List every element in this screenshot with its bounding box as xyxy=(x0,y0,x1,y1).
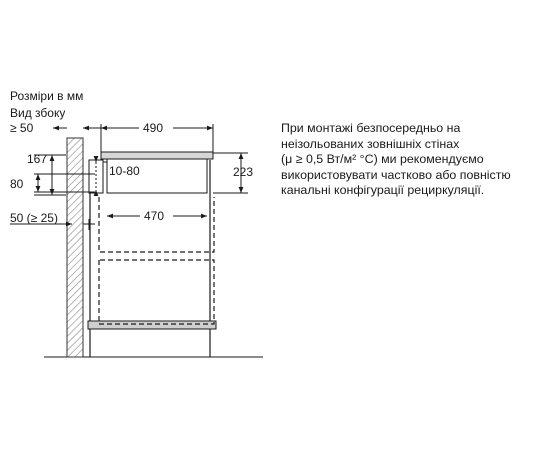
dim-50-label: 50 (≥ 25) xyxy=(10,211,58,225)
dim-490-label: 490 xyxy=(143,121,164,135)
dim-470-label: 470 xyxy=(144,209,165,223)
dim-10-80-label: 10-80 xyxy=(109,164,140,178)
diagram-subtitle: Вид збоку xyxy=(10,106,66,120)
dim-80-label: 80 xyxy=(10,177,24,191)
diagram-title: Розміри в мм xyxy=(10,89,84,103)
dim-80 xyxy=(34,174,95,192)
dim-167-label: 167 xyxy=(27,152,48,166)
installation-note xyxy=(281,121,543,199)
note-line: використовувати частково або повністю xyxy=(281,167,511,182)
note-line: При монтажі безпосередньо на xyxy=(281,121,461,135)
note-line: (μ ≥ 0,5 Вт/м² °C) ми рекомендуємо xyxy=(281,152,484,167)
dim-wall-gap-label: ≥ 50 xyxy=(10,121,34,135)
note-line: неізольованих зовнішніх стінах xyxy=(281,136,460,151)
wall xyxy=(67,138,83,357)
dim-223-label: 223 xyxy=(233,165,254,179)
note-line: канальні конфігурації рециркуляції. xyxy=(281,183,485,198)
cooktop xyxy=(89,152,213,193)
